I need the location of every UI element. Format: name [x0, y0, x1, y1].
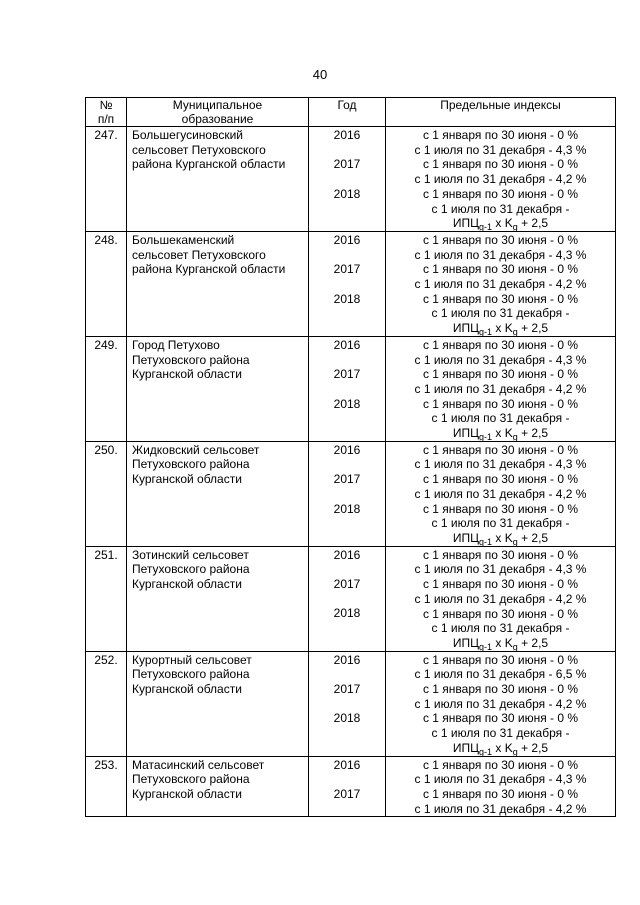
index-line: с 1 июля по 31 декабря -: [431, 411, 570, 426]
formula-mid: х K: [492, 216, 513, 231]
index-line: с 1 июля по 31 декабря -: [431, 516, 570, 531]
municipality-name: [127, 231, 309, 336]
municipality-name: [127, 546, 309, 651]
year-value: 2017: [333, 577, 361, 592]
formula-sub2: g: [512, 327, 518, 338]
municipality-name: [127, 127, 309, 232]
index-line: с 1 июля по 31 декабря - 4,3 %: [414, 142, 587, 157]
index-formula: [386, 636, 615, 651]
index-line: с 1 января по 30 июня - 0 %: [422, 232, 579, 247]
index-formula: [386, 741, 615, 756]
index-formula: [386, 531, 615, 546]
index-line: с 1 июля по 31 декабря - 4,3 %: [414, 352, 587, 367]
index-line: с 1 января по 30 июня - 0 %: [422, 711, 579, 726]
municipality-name-line: Город Петухово: [132, 337, 220, 352]
index-line: с 1 июля по 31 декабря - 4,3 %: [414, 247, 587, 262]
index-line: с 1 января по 30 июня - 0 %: [422, 186, 579, 201]
index-line: с 1 июля по 31 декабря - 4,2 %: [414, 172, 587, 187]
formula-tail: + 2,5: [517, 216, 549, 231]
index-line: с 1 января по 30 июня - 0 %: [422, 367, 579, 382]
formula-sub1: g-1: [479, 746, 493, 757]
formula-main: ИПЦ: [452, 635, 480, 650]
table-row: [86, 441, 616, 546]
indices-cell: [386, 127, 616, 232]
index-line: с 1 января по 30 июня - 0 %: [422, 606, 579, 621]
formula-main: ИПЦ: [452, 740, 480, 755]
year-value: 2017: [333, 157, 361, 172]
year-value: 2018: [333, 186, 361, 201]
index-formula: [386, 426, 615, 441]
index-line: с 1 января по 30 июня - 0 %: [422, 547, 579, 562]
index-line: с 1 июля по 31 декабря - 4,3 %: [414, 457, 587, 472]
municipality-name-line: Петуховского района: [132, 562, 250, 577]
table-body: [86, 127, 616, 817]
formula-main: ИПЦ: [452, 216, 480, 231]
formula-sub1: g-1: [479, 432, 493, 443]
years-cell: [309, 231, 386, 336]
municipality-name-line: Курганской области: [132, 367, 242, 382]
row-number: 250.: [86, 441, 127, 546]
table-row: [86, 231, 616, 336]
header-year-label: Год: [337, 98, 357, 112]
years-cell: [309, 756, 386, 817]
indices-cell: [386, 231, 616, 336]
header-indices-label: Предельные индексы: [440, 98, 561, 112]
year-value: 2016: [333, 652, 361, 667]
row-number: 249.: [86, 336, 127, 441]
years-cell: [309, 336, 386, 441]
years-cell: [309, 546, 386, 651]
table-row: [86, 127, 616, 232]
year-value: 2016: [333, 128, 361, 142]
municipality-name-line: Курганской области: [132, 577, 242, 592]
year-value: 2016: [333, 757, 361, 772]
header-number: [86, 98, 127, 127]
formula-tail: + 2,5: [517, 740, 549, 755]
year-value: 2016: [333, 337, 361, 352]
formula-mid: х K: [492, 426, 513, 441]
year-value: 2016: [333, 442, 361, 457]
years-cell: [309, 441, 386, 546]
formula-sub1: g-1: [479, 222, 493, 233]
municipality-name-line: Курортный сельсовет: [132, 652, 252, 667]
indices-cell: [386, 756, 616, 817]
formula-tail: + 2,5: [517, 635, 549, 650]
row-number: 253.: [86, 756, 127, 817]
index-line: с 1 января по 30 июня - 0 %: [422, 472, 579, 487]
municipality-name-line: Матасинский сельсовет: [132, 757, 265, 772]
year-value: 2018: [333, 291, 361, 306]
municipality-name-line: Курганской области: [132, 786, 242, 801]
municipality-name-line: Петуховского района: [132, 352, 250, 367]
year-value: 2017: [333, 262, 361, 277]
municipality-name-line: Петуховского района: [132, 457, 250, 472]
formula-sub1: g-1: [479, 641, 493, 652]
row-number: 248.: [86, 231, 127, 336]
year-value: 2017: [333, 682, 361, 696]
formula-sub2: g: [512, 222, 518, 233]
formula-sub1: g-1: [479, 327, 493, 338]
index-line: с 1 июля по 31 декабря -: [431, 726, 570, 741]
indices-cell: [386, 546, 616, 651]
index-line: с 1 января по 30 июня - 0 %: [422, 442, 579, 457]
years-cell: [309, 127, 386, 232]
year-value: 2017: [333, 367, 361, 382]
formula-tail: + 2,5: [517, 321, 549, 336]
index-line: с 1 июля по 31 декабря - 4,2 %: [414, 381, 587, 396]
index-line: с 1 июля по 31 декабря -: [431, 201, 570, 216]
index-line: с 1 июля по 31 декабря - 4,3 %: [414, 772, 587, 787]
municipality-name-line: района Курганской области: [132, 262, 286, 277]
formula-sub2: g: [512, 746, 518, 757]
municipality-name-line: Жидковский сельсовет: [132, 442, 260, 457]
municipality-name-line: Курганской области: [132, 472, 242, 487]
index-line: с 1 июля по 31 декабря -: [431, 306, 570, 321]
limit-indices-table: [85, 97, 616, 817]
index-line: с 1 июля по 31 декабря - 4,2 %: [414, 486, 587, 501]
municipality-name: [127, 441, 309, 546]
formula-sub2: g: [512, 536, 518, 547]
municipality-name-line: Петуховского района: [132, 772, 250, 787]
indices-cell: [386, 651, 616, 756]
header-year: [309, 98, 386, 127]
header-number-line2: п/п: [97, 112, 115, 126]
table-row: [86, 546, 616, 651]
index-line: с 1 июля по 31 декабря -: [431, 621, 570, 636]
year-value: 2018: [333, 606, 361, 621]
index-line: с 1 января по 30 июня - 0 %: [422, 291, 579, 306]
index-formula: [386, 321, 615, 336]
formula-main: ИПЦ: [452, 530, 480, 545]
year-value: 2016: [333, 232, 361, 247]
table-row: [86, 756, 616, 817]
index-line: с 1 января по 30 июня - 0 %: [422, 682, 579, 697]
formula-sub1: g-1: [479, 536, 493, 547]
municipality-name: [127, 336, 309, 441]
row-number: 252.: [86, 651, 127, 756]
municipality-name: [127, 651, 309, 756]
index-line: с 1 января по 30 июня - 0 %: [422, 757, 579, 772]
municipality-name-line: Курганской области: [132, 682, 242, 697]
year-value: 2018: [333, 711, 361, 726]
year-value: 2017: [333, 472, 361, 487]
formula-sub2: g: [512, 432, 518, 443]
index-line: с 1 июля по 31 декабря - 4,2 %: [414, 591, 587, 606]
index-line: с 1 января по 30 июня - 0 %: [422, 262, 579, 277]
formula-main: ИПЦ: [452, 321, 480, 336]
header-municipality-line1: Муниципальное: [172, 98, 263, 112]
municipality-name-line: района Курганской области: [132, 157, 286, 172]
table-header-row: [86, 98, 616, 127]
index-line: с 1 июля по 31 декабря - 4,2 %: [414, 696, 587, 711]
municipality-name-line: сельсовет Петуховского: [132, 247, 266, 262]
index-line: с 1 января по 30 июня - 0 %: [422, 396, 579, 411]
municipality-name-line: сельсовет Петуховского: [132, 142, 266, 157]
municipality-name-line: Петуховского района: [132, 667, 250, 682]
index-line: с 1 июля по 31 декабря - 4,3 %: [414, 562, 587, 577]
index-line: с 1 января по 30 июня - 0 %: [422, 157, 579, 172]
municipality-name-line: Большегусиновский: [132, 128, 243, 142]
year-value: 2017: [333, 786, 361, 801]
formula-sub2: g: [512, 641, 518, 652]
index-line: с 1 января по 30 июня - 0 %: [422, 652, 579, 667]
index-line: с 1 января по 30 июня - 0 %: [422, 577, 579, 592]
row-number: 247.: [86, 127, 127, 232]
indices-cell: [386, 336, 616, 441]
header-number-line1: №: [99, 98, 113, 112]
index-formula: [386, 216, 615, 231]
header-municipality: [127, 98, 309, 127]
formula-main: ИПЦ: [452, 426, 480, 441]
index-line: с 1 января по 30 июня - 0 %: [422, 786, 579, 801]
table-row: [86, 336, 616, 441]
page-number: 40: [312, 67, 328, 82]
formula-tail: + 2,5: [517, 426, 549, 441]
years-cell: [309, 651, 386, 756]
municipality-name-line: Большекаменский: [132, 232, 235, 247]
formula-tail: + 2,5: [517, 530, 549, 545]
index-line: с 1 января по 30 июня - 0 %: [422, 337, 579, 352]
row-number: 251.: [86, 546, 127, 651]
table-row: [86, 651, 616, 756]
formula-mid: х K: [492, 321, 513, 336]
formula-mid: х K: [492, 530, 513, 545]
index-line: с 1 июля по 31 декабря - 6,5 %: [414, 667, 587, 682]
year-value: 2016: [333, 547, 361, 562]
municipality-name-line: Зотинский сельсовет: [132, 547, 249, 562]
year-value: 2018: [333, 396, 361, 411]
index-line: с 1 января по 30 июня - 0 %: [422, 128, 579, 142]
formula-mid: х K: [492, 635, 513, 650]
indices-cell: [386, 441, 616, 546]
year-value: 2018: [333, 501, 361, 516]
header-municipality-line2: образование: [181, 112, 254, 126]
municipality-name: [127, 756, 309, 817]
header-indices: [386, 98, 616, 127]
index-line: с 1 июля по 31 декабря - 4,2 %: [414, 801, 587, 816]
index-line: с 1 июля по 31 декабря - 4,2 %: [414, 277, 587, 292]
index-line: с 1 января по 30 июня - 0 %: [422, 501, 579, 516]
formula-mid: х K: [492, 740, 513, 755]
